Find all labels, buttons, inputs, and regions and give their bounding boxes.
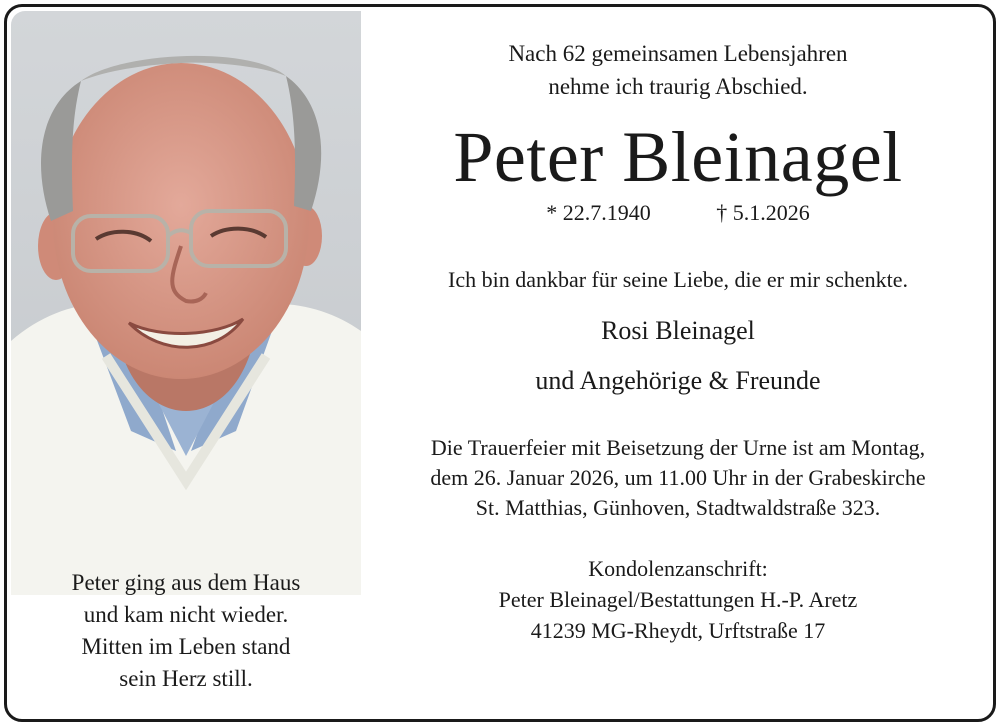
deceased-name: Peter Bleinagel	[453, 117, 903, 197]
condolence-line: Peter Bleinagel/Bestattungen H.-P. Aretz	[498, 587, 858, 612]
portrait-illustration	[11, 11, 361, 595]
service-line: dem 26. Januar 2026, um 11.00 Uhr in der Grabeskirche	[430, 465, 926, 490]
obituary-card	[4, 4, 996, 722]
poem-line: Mitten im Leben stand	[81, 634, 291, 659]
intro-line: Nach 62 gemeinsamen Lebensjahren	[508, 41, 848, 66]
service-info	[369, 433, 987, 523]
intro-line: nehme ich traurig Abschied.	[548, 74, 808, 99]
death-date: † 5.1.2026	[716, 200, 810, 225]
poem-line: und kam nicht wieder.	[83, 602, 289, 627]
birth-date: * 22.7.1940	[546, 200, 651, 225]
life-dates	[369, 199, 987, 227]
poem-line: Peter ging aus dem Haus	[71, 570, 301, 595]
gratitude-text: Ich bin dankbar für seine Liebe, die er mir schenkte.	[448, 267, 908, 292]
service-line: Die Trauerfeier mit Beisetzung der Urne ist am Montag,	[430, 435, 926, 460]
service-line: St. Matthias, Günhoven, Stadtwaldstraße 323.	[475, 495, 881, 520]
poem	[11, 567, 361, 695]
poem-line: sein Herz still.	[119, 666, 253, 691]
announcement-text	[369, 7, 987, 646]
mourner-relatives: und Angehörige & Freunde	[535, 366, 821, 395]
intro-text	[369, 37, 987, 103]
condolence-line: 41239 MG-Rheydt, Urftstraße 17	[530, 618, 826, 643]
mourner-name: Rosi Bleinagel	[601, 316, 755, 345]
portrait-photo	[11, 11, 361, 595]
condolence-address	[369, 553, 987, 646]
condolence-line: Kondolenzanschrift:	[588, 556, 768, 581]
